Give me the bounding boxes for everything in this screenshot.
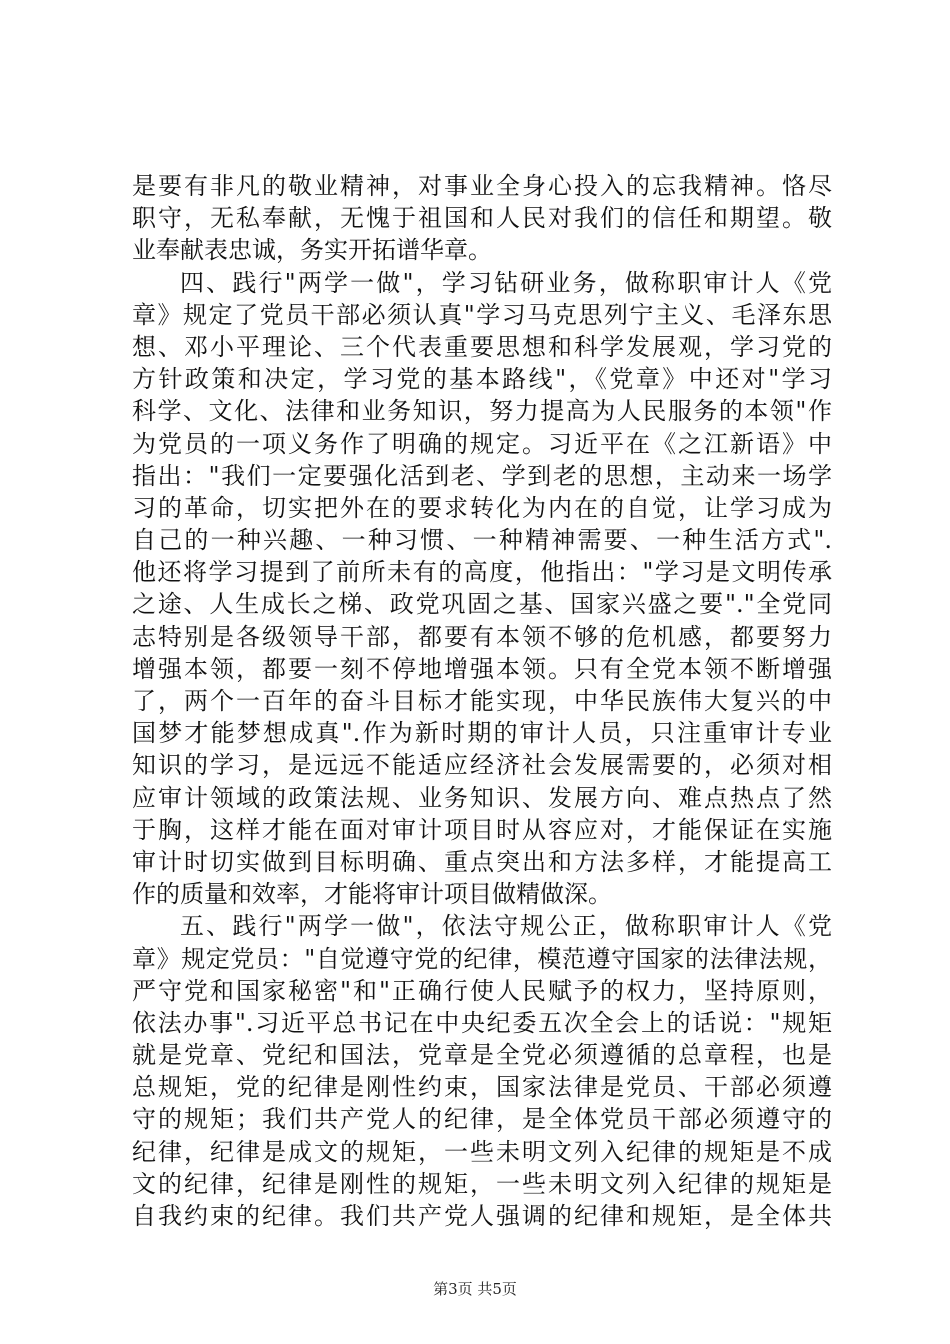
text-line: 应审计领域的政策法规、业务知识、发展方向、难点热点了然	[132, 783, 832, 812]
text-line: 业奉献表忠诚，务实开拓谱华章。	[132, 236, 492, 265]
text-line: 志特别是各级领导干部，都要有本领不够的危机感，都要努力	[132, 622, 832, 651]
text-line: 是要有非凡的敬业精神，对事业全身心投入的忘我精神。恪尽	[132, 172, 832, 200]
text-line: 作的质量和效率，才能将审计项目做精做深。	[132, 880, 612, 909]
text-line: 知识的学习，是远远不能适应经济社会发展需要的，必须对相	[132, 751, 832, 780]
text-line: 章》规定了党员干部必须认真"学习马克思列宁主义、毛泽东思	[132, 300, 832, 329]
text-line: 方针政策和决定，学习党的基本路线"，《党章》中还对"学习	[132, 365, 832, 394]
text-line: 文的纪律，纪律是刚性的规矩，一些未明文列入纪律的规矩是	[132, 1169, 832, 1198]
text-line: 他还将学习提到了前所未有的高度，他指出："学习是文明传承	[132, 558, 832, 587]
text-line: 纪律，纪律是成文的规矩，一些未明文列入纪律的规矩是不成	[132, 1137, 832, 1166]
text-line: 就是党章、党纪和国法，党章是全党必须遵循的总章程，也是	[132, 1041, 832, 1070]
text-line: 四、践行"两学一做"，学习钻研业务，做称职审计人《党	[180, 268, 832, 297]
text-line: 五、践行"两学一做"，依法守规公正，做称职审计人《党	[180, 912, 832, 941]
document-body	[132, 170, 832, 1232]
text-line: 增强本领，都要一刻不停地增强本领。只有全党本领不断增强	[132, 654, 832, 683]
text-line: 了，两个一百年的奋斗目标才能实现，中华民族伟大复兴的中	[132, 687, 832, 715]
text-line: 严守党和国家秘密"和"正确行使人民赋予的权力，坚持原则，	[132, 976, 832, 1005]
text-line: 章》规定党员："自觉遵守党的纪律，模范遵守国家的法律法规，	[132, 944, 832, 973]
page-number-footer: 第3页 共5页	[433, 1280, 517, 1298]
text-line: 自我约束的纪律。我们共产党人强调的纪律和规矩，是全体共	[132, 1202, 832, 1230]
text-line: 科学、文化、法律和业务知识，努力提高为人民服务的本领"作	[132, 397, 832, 426]
text-line: 自己的一种兴趣、一种习惯、一种精神需要、一种生活方式".	[132, 526, 832, 555]
text-line: 职守，无私奉献，无愧于祖国和人民对我们的信任和期望。敬	[132, 204, 832, 233]
text-line: 之途、人生成长之梯、政党巩固之基、国家兴盛之要"."全党同	[132, 590, 832, 619]
text-line: 守的规矩；我们共产党人的纪律，是全体党员干部必须遵守的	[132, 1105, 832, 1134]
text-line: 想、邓小平理论、三个代表重要思想和科学发展观，学习党的	[132, 332, 832, 361]
text-line: 指出："我们一定要强化活到老、学到老的思想，主动来一场学	[132, 461, 832, 490]
text-line: 于胸，这样才能在面对审计项目时从容应对，才能保证在实施	[132, 815, 832, 844]
text-line: 为党员的一项义务作了明确的规定。习近平在《之江新语》中	[132, 429, 832, 458]
text-line: 依法办事".习近平总书记在中央纪委五次全会上的话说："规矩	[132, 1008, 832, 1037]
text-line: 国梦才能梦想成真".作为新时期的审计人员，只注重审计专业	[132, 719, 832, 748]
text-line: 审计时切实做到目标明确、重点突出和方法多样，才能提高工	[132, 847, 832, 876]
text-line: 总规矩，党的纪律是刚性约束，国家法律是党员、干部必须遵	[132, 1073, 832, 1102]
text-line: 习的革命，切实把外在的要求转化为内在的自觉，让学习成为	[132, 493, 832, 522]
